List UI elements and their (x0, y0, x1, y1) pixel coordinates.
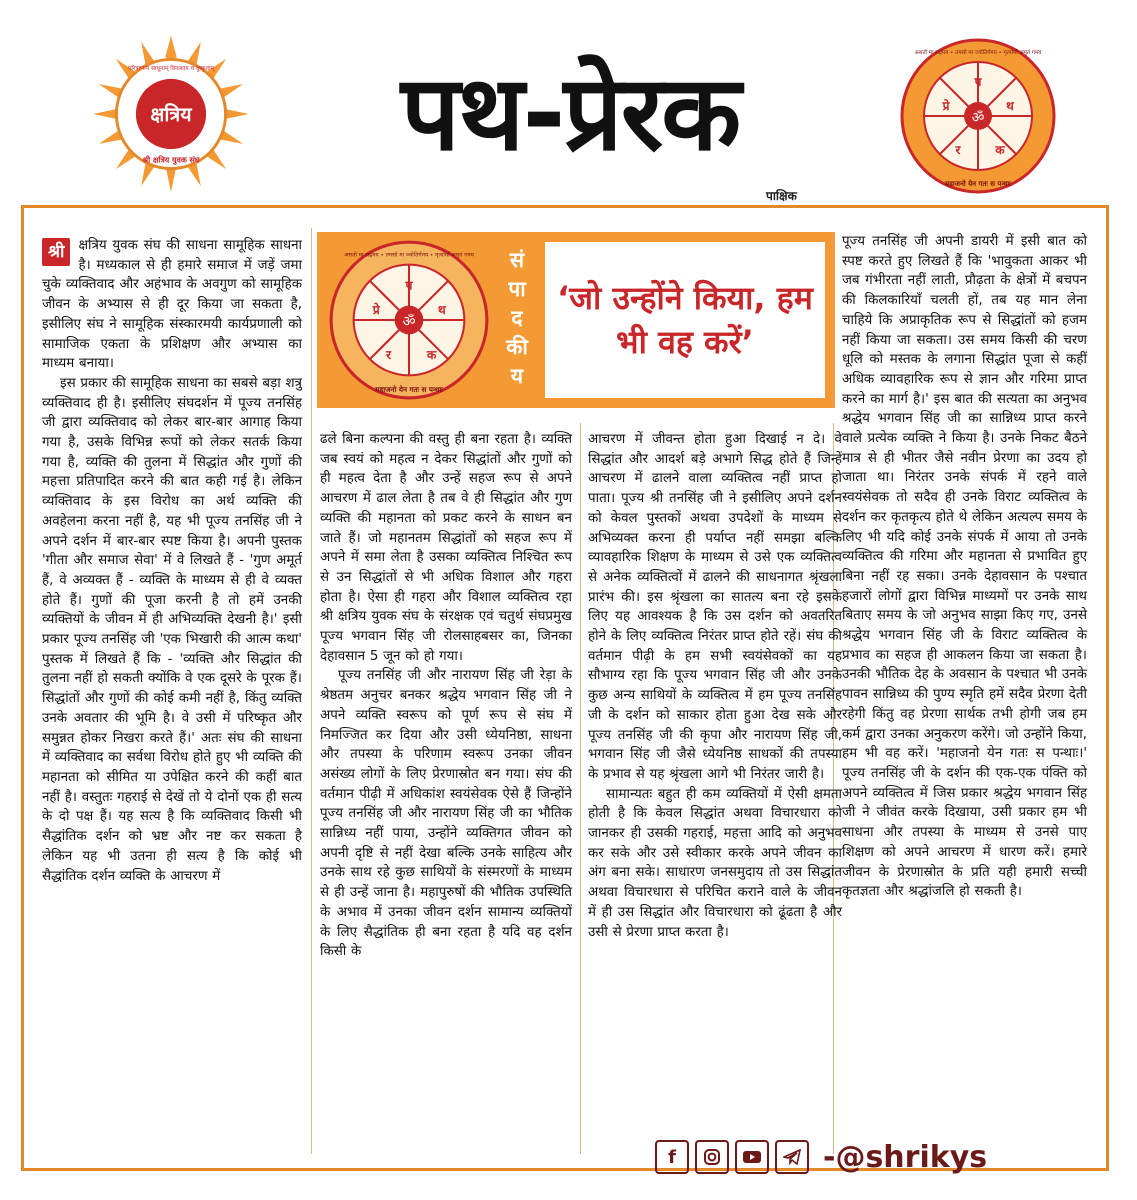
article-column-1 (42, 236, 302, 886)
paragraph: इस प्रकार की सामूहिक साधना का सबसे बड़ा शत्रु व्यक्तिवाद ही है। इसीलिए संघदर्शन में पूज्य तनसिंह जी द्वारा व्यक्तिवाद को लेकर बार-बार आगाह किया गया है, उसके विभिन्न रूपों को लेकर सतर्क किया गया है, व्यक्ति की तुलना में सिद्धांत और गुणों की महत्ता प्रतिपादित करने की बात कही गई है। लेकिन व्यक्तिवाद के इस विरोध का अर्थ व्यक्ति की अवहेलना करना नहीं है, यह भी पूज्य तनसिंह जी ने अपने दर्शन में बार-बार स्पष्ट किया है। अपनी पुस्तक 'गीता और समाज सेवा' में वे लिखते हैं - 'गुण अमूर्त हैं, वे अव्यक्त हैं - व्यक्ति के माध्यम से ही वे व्यक्त होते हैं। गुणों की पूजा करनी है तो हमें उनकी व्यक्तियों के जीवन में ही अभिव्यक्ति देखनी है।' इसी प्रकार पूज्य तनसिंह जी 'एक भिखारी की आत्म कथा' पुस्तक में लिखते हैं कि - 'व्यक्ति और सिद्धांत की तुलना नहीं हो सकती क्योंकि वे एक दूसरे के पूरक हैं। सिद्धांतों और गुणों की कोई कमी नहीं है, किंतु व्यक्ति उनके अवतार की भूमि है। वे उसी में परिष्कृत और समुन्नत होकर निखरा करते हैं।' अतः संघ की साधना में व्यक्तिवाद का सर्वथा विरोध होते हुए भी व्यक्ति की महानता को सीमित या उपेक्षित करने की कहीं बात नहीं है। वस्तुतः गहराई से देखें तो ये दोनों एक ही सत्य के दो पक्ष हैं। यह सत्य है कि व्यक्तिवाद किसी भी सैद्धांतिक दर्शन को भ्रष्ट और नष्ट कर सकता है लेकिन यह भी उतना ही सत्य है कि कोई भी सैद्धांतिक दर्शन व्यक्ति के आचरण में (42, 375, 302, 884)
svg-text:र: र (385, 347, 392, 362)
svg-text:प्रे: प्रे (372, 302, 380, 317)
social-handle[interactable]: -@shrikys (823, 1139, 988, 1175)
svg-text:महाजनो येन गतः स पन्थाः: महाजनो येन गतः स पन्थाः (375, 384, 443, 394)
paragraph: पूज्य तनसिंह जी और नारायण सिंह जी रेड़ा के श्रेष्ठतम अनुचर बनकर श्रद्धेय भगवान सिंह जी ने अपने व्यक्ति स्वरूप को पूर्ण रूप से संघ में निमज्जित कर दिया और उसी ध्येयनिष्ठा, साधना और तपस्या के परिणाम स्वरूप उनका जीवन असंख्य लोगों के लिए प्रेरणास्रोत बन गया। संघ की वर्तमान पीढ़ी में अधिकांश स्वयंसेवक ऐसे हैं जिन्होंने पूज्य तनसिंह जी और नारायण सिंह जी का भौतिक सान्निध्य नहीं पाया, उन्होंने व्यक्तिगत जीवन को अपनी दृष्टि से नहीं देखा बल्कि उनके साहित्य और उनके साथ रहे कुछ साथियों के संस्मरणों के माध्यम से ही उन्हें जाना है। महापुरुषों की भौतिक उपस्थिति के अभाव में उनका जीवन दर्शन सामान्य व्यक्तियों के लिए सैद्धांतिक ही बना रहता है यदि वह दर्शन किसी के (320, 668, 572, 960)
logo-bottom-text: श्री क्षत्रिय युवक संघ (142, 155, 200, 165)
svg-text:असतो मा सद्गमय • तमसो मा ज्योत: असतो मा सद्गमय • तमसो मा ज्योतिर्गमय • मृत्योर्मा अमृतं गमय (344, 252, 474, 259)
paragraph: ढले बिना कल्पना की वस्तु ही बना रहता है। व्यक्ति जब स्वयं को महत्व न देकर सिद्धांतों और गुणों को ही महत्व देता है और उन्हें सहज रूप से अपने आचरण में ढाल लेता है तब वे ही सिद्धांत और गुण व्यक्ति की महानता को प्रकट करने के साधन बन जाते हैं। जो महानतम सिद्धांतों को सहज रूप में अपने में समा लेता है उसका व्यक्तित्व निश्चित रूप से उन सिद्धांतों से भी अधिक विशाल और गहरा होता है। ऐसा ही गहरा और विशाल व्यक्तित्व रहा श्री क्षत्रिय युवक संघ के संरक्षक एवं चतुर्थ संघप्रमुख पूज्य भगवान सिंह जी रोलसाहबसर का, जिनका देहावसान 5 जून को हो गया। (320, 432, 572, 664)
article-frame (21, 205, 1109, 1171)
svg-text:क: क (426, 347, 437, 362)
editorial-banner (317, 232, 835, 408)
instagram-icon[interactable] (695, 1140, 729, 1174)
svg-text:ॐ: ॐ (402, 314, 416, 331)
header (0, 0, 1137, 205)
svg-text:र: र (955, 143, 961, 157)
column-divider (311, 228, 312, 1154)
seal-bottom-text: महाजनो येन गतः स पन्थाः (945, 180, 1011, 188)
facebook-icon[interactable]: f (655, 1140, 689, 1174)
dropcap: श्री (42, 238, 70, 266)
editorial-vertical-label: सं पा द की य (506, 248, 528, 388)
logo-center-text: क्षत्रिय (150, 102, 192, 126)
paragraph: क्षत्रिय युवक संघ की साधना सामूहिक साधना है। मध्यकाल से ही हमारे समाज में जड़ें जमा चुके व्यक्तिवाद और अहंभाव के अवगुण को सामूहिक जीवन के अभ्यास से ही दूर किया जा सकता है, इसीलिए संघ ने सामूहिक संस्कारमयी कार्यप्रणाली को सामाजिक एकता के प्रशिक्षण और अभ्यास का माध्यम बनाया। (42, 238, 302, 372)
article-column-4 (842, 232, 1087, 902)
svg-text:क: क (995, 143, 1005, 157)
svg-text:प: प (974, 75, 982, 89)
kshatriya-logo-icon (93, 36, 249, 192)
editorial-seal-icon (327, 238, 491, 402)
telegram-icon[interactable] (775, 1140, 809, 1174)
svg-text:प: प (405, 278, 413, 293)
paragraph: पूज्य तनसिंह जी अपनी डायरी में इसी बात को स्पष्ट करते हुए लिखते हैं कि 'भावुकता आकर भी जब गंभीरता नहीं लाती, प्रौढ़ता के क्षेत्रों में बचपन की किलकारियाँ चलती हों, तब यह मान लेना चाहिये कि अप्राकृतिक रूप से सिद्धांतों को हजम नहीं किया जा सकता। उस समय किसी की चरण धूलि को मस्तक के लगाना सिद्धांत पूजा से कहीं अधिक व्यावहारिक रूप से ज्ञान और गरिमा प्राप्त करने का मार्ग है।' इस बात की सत्यता का अनुभव श्रद्धेय भगवान सिंह जी का सान्निध्य प्राप्त करने वाले प्रत्येक व्यक्ति ने किया है। उनके निकट बैठने मात्र से ही भीतर जैसे नवीन प्रेरणा का उदय हो जाता था। निरंतर उनके संपर्क में रहने वाले स्वयंसेवक तो सदैव ही उनके विराट व्यक्तित्व के दर्शन कर कृतकृत्य होते थे लेकिन अत्यल्प समय के लिए भी यदि कोई उनके संपर्क में आया तो उनके व्यक्तित्व की गरिमा और महानता से प्रभावित हुए बिना नहीं रह सका। उनके देहावसान के पश्चात हजारों लोगों द्वारा विभिन्न माध्यमों पर उनके साथ बिताए समय के जो अनुभव साझा किए गए, उनसे श्रद्धेय भगवान सिंह जी के विराट व्यक्तित्व के प्रभाव का सहज ही आकलन किया जा सकता है। उनकी भौतिक देह के अवसान के पश्चात भी उनके पावन सान्निध्य की पुण्य स्मृति हमें सदैव प्रेरणा देती रहेगी किंतु वह प्रेरणा सार्थक तभी होगी जब हम कर्म द्वारा उनका अनुकरण करेंगे। जो उन्होंने किया, हम भी वह करें। 'महाजनो येन गतः स पन्थाः।' पूज्य तनसिंह जी के दर्शन की एक-एक पंक्ति को अपने व्यक्तित्व में जिस प्रकार श्रद्धेय भगवान सिंह जी ने जीवंत करके दिखाया, उसी प्रकार हम भी साधना और तपस्या के माध्यम से उनसे पाए शिक्षण को अपने आचरण में धारण करें। हमारे जीवन के प्रेरणास्रोत के प्रति यही हमारी सच्ची कृतज्ञता और श्रद्धांजलि हो सकती है। (842, 234, 1087, 900)
social-footer (655, 1137, 987, 1177)
editorial-title: ‘जो उन्होंने किया, हम भी वह करें’ (545, 242, 825, 398)
seal-ring-text: असतो मा सद्गमय • तमसो मा ज्योतिर्गमय • मृत्योर्मा अमृतं गमय (914, 50, 1042, 56)
masthead-title: पथ-प्रेरक (400, 52, 740, 174)
masthead-subtitle: पाक्षिक (766, 189, 797, 203)
article-column-3 (588, 430, 842, 942)
svg-text:थ: थ (1006, 99, 1014, 113)
seal-emblem-icon (898, 36, 1058, 196)
svg-text:प्रे: प्रे (942, 99, 950, 113)
seal-om: ॐ (971, 110, 985, 126)
paragraph: सामान्यतः बहुत ही कम व्यक्तियों में ऐसी क्षमता होती है कि केवल सिद्धांत अथवा विचारधारा को जानकर ही उसकी गहराई, महत्ता आदि को अनुभव कर सके और उसे स्वीकार करके अपने जीवन का अंग बना सके। साधारण जनसमुदाय तो उस सिद्धांत अथवा विचारधारा से परिचित कराने वाले के जीवन में ही उस सिद्धांत और विचारधारा को ढूंढता है और उसी से प्रेरणा प्राप्त करता है। (588, 786, 842, 940)
column-divider (580, 423, 581, 1154)
youtube-icon[interactable] (735, 1140, 769, 1174)
paragraph: आचरण में जीवन्त होता हुआ दिखाई न दे। वे सिद्धांत और आदर्श बड़े अभागे सिद्ध होते हैं जिन्हें आचरण में ढालने वाला व्यक्तित्व नहीं प्राप्त हो पाता। पूज्य श्री तनसिंह जी ने इसीलिए अपने दर्शन को केवल पुस्तकों अथवा उपदेशों के माध्यम से अभिव्यक्त करना ही पर्याप्त नहीं समझा बल्कि व्यावहारिक शिक्षण के माध्यम से उसे एक व्यक्तित्व से अनेक व्यक्तित्वों में ढालने की साधनागत श्रृंखला प्रारंभ की। इस श्रृंखला का सातत्य बना रहे इसके लिए यह आवश्यक है कि उस दर्शन को अवतरित होने के लिए व्यक्तित्व निरंतर प्राप्त होते रहें। संघ की वर्तमान पीढ़ी के हम सभी स्वयंसेवकों का यह सौभाग्य रहा कि पूज्य भगवान सिंह जी और उनके कुछ अन्य साथियों के व्यक्तित्व में हम पूज्य तनसिंह जी के दर्शन को साकार होता हुआ देख सके और पूज्य तनसिंह जी की कृपा और नारायण सिंह जी, भगवान सिंह जी जैसे ध्येयनिष्ठ साधकों की तपस्या के प्रभाव से यह श्रृंखला आगे भी निरंतर जारी है। (588, 432, 842, 782)
article-column-2 (320, 430, 572, 962)
logo-ring-text: परित्राणाय साधूनाम् विनाशाय च दुष्कृताम् (128, 66, 214, 73)
svg-text:थ: थ (437, 302, 446, 317)
